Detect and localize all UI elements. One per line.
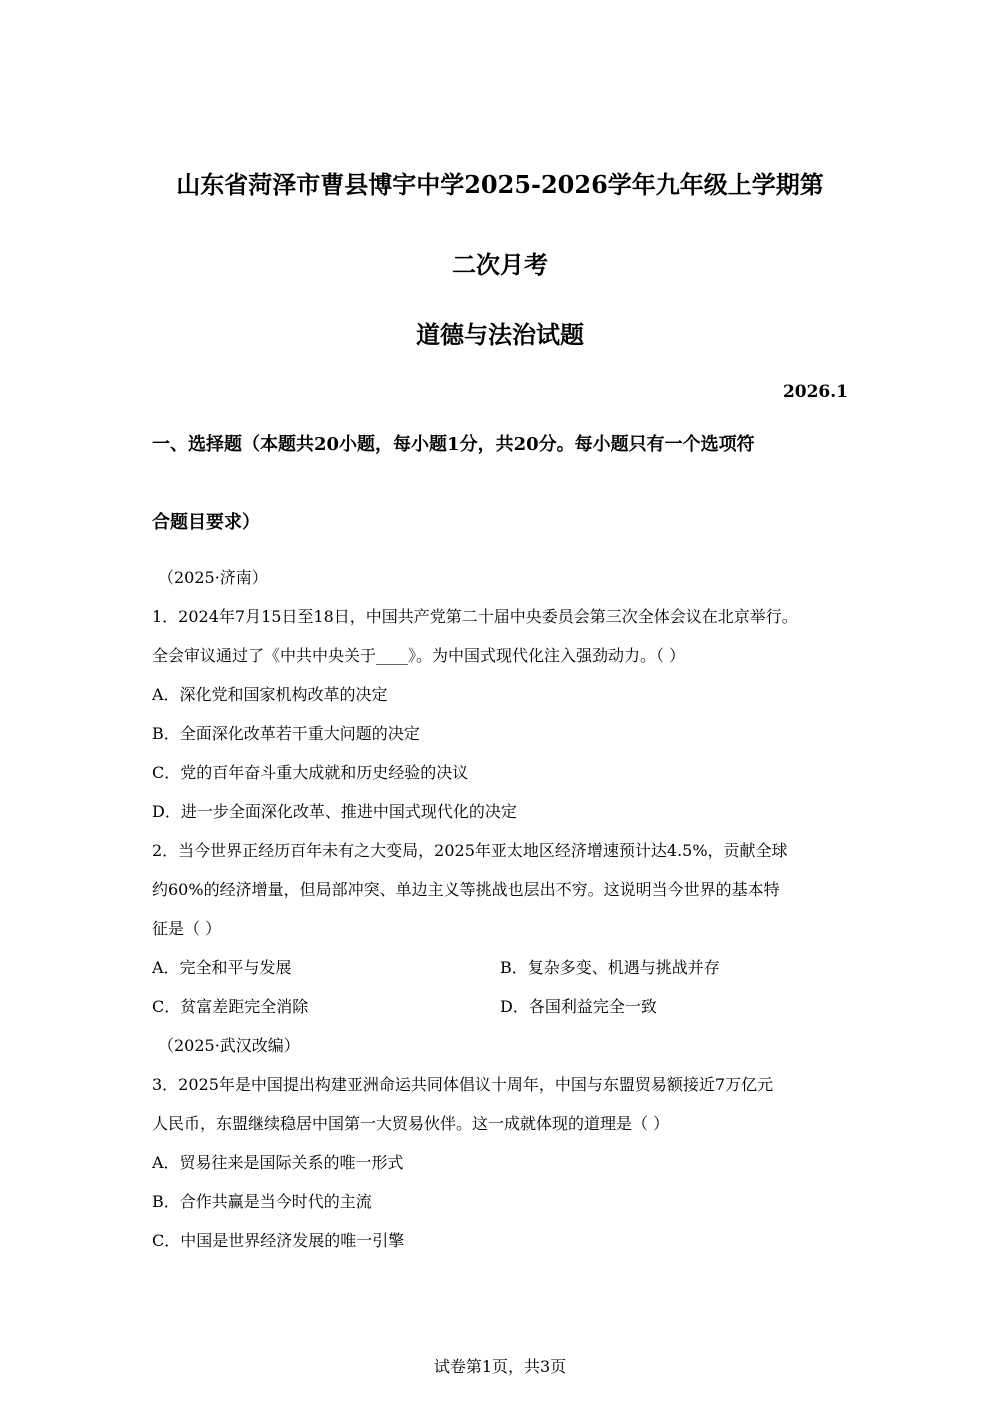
question-2-option-b: B．复杂多变、机遇与挑战并存: [500, 958, 720, 977]
exam-title-line1: 山东省菏泽市曹县博宇中学2025-2026学年九年级上学期第: [176, 170, 824, 199]
question-2-option-c: C．贫富差距完全消除: [152, 997, 309, 1016]
exam-subtitle: 道德与法治试题: [416, 320, 584, 349]
question-1-option-b: B．全面深化改革若干重大问题的决定: [152, 724, 420, 743]
question-1-option-c: C．党的百年奋斗重大成就和历史经验的决议: [152, 763, 469, 782]
section-heading-line1: 一、选择题（本题共20小题，每小题1分，共20分。每小题只有一个选项符: [152, 434, 755, 455]
question-1-option-a: A．深化党和国家机构改革的决定: [152, 685, 388, 704]
question-source: （2025·武汉改编）: [158, 1036, 300, 1055]
question-3-option-c: C．中国是世界经济发展的唯一引擎: [152, 1231, 405, 1250]
question-2-option-a: A．完全和平与发展: [152, 958, 292, 977]
question-source: （2025·济南）: [158, 568, 268, 587]
question-3-stem-line1: 3．2025年是中国提出构建亚洲命运共同体倡议十周年，中国与东盟贸易额接近7万亿元: [152, 1075, 774, 1094]
question-2-stem-line1: 2．当今世界正经历百年未有之大变局，2025年亚太地区经济增速预计达4.5%，贡献全球: [152, 841, 788, 860]
question-2-option-d: D．各国利益完全一致: [500, 997, 657, 1016]
section-heading-line2: 合题目要求）: [152, 512, 260, 533]
question-3-stem-line2: 人民币，东盟继续稳居中国第一大贸易伙伴。这一成就体现的道理是（ ）: [152, 1114, 670, 1133]
exam-date: 2026.1: [782, 382, 848, 402]
question-1-stem-line2: 全会审议通过了《中共中央关于____》。为中国式现代化注入强劲动力。（ ）: [152, 646, 686, 665]
page-footer: 试卷第1页，共3页: [433, 1357, 567, 1376]
question-2-stem-line2: 约60%的经济增量，但局部冲突、单边主义等挑战也层出不穷。这说明当今世界的基本特: [152, 880, 780, 899]
question-1-option-d: D．进一步全面深化改革、推进中国式现代化的决定: [152, 802, 517, 821]
question-2-stem-line3: 征是（ ）: [152, 919, 222, 938]
question-1-stem-line1: 1．2024年7月15日至18日，中国共产党第二十届中央委员会第三次全体会议在北京举行。: [152, 607, 798, 626]
question-3-option-b: B．合作共赢是当今时代的主流: [152, 1192, 372, 1211]
question-3-option-a: A．贸易往来是国际关系的唯一形式: [152, 1153, 404, 1172]
exam-title-line2: 二次月考: [452, 250, 548, 279]
